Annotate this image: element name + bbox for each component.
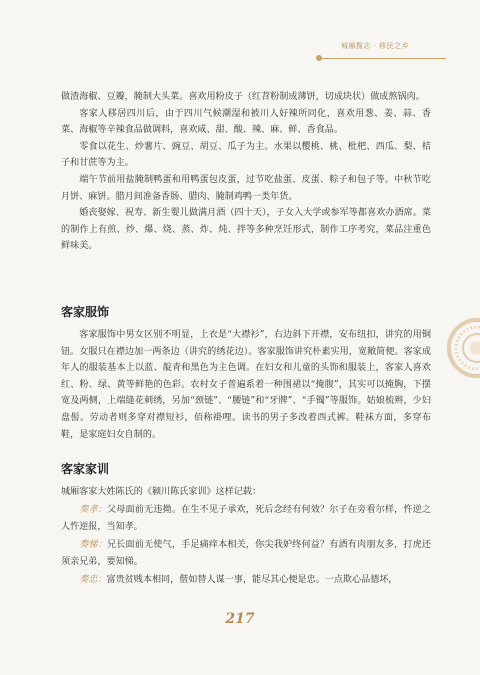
section-heading-family-rules: 客家家训 xyxy=(61,462,110,476)
rule-text: 富贵贫贱本相同，偕如替人谋一事，能尽其心便是忠。一点欺心品德坏， xyxy=(106,574,398,585)
paragraph: 客家服饰中男女区别不明显，上衣是“大襟衫”，右边斜下开襟，安布纽扣，讲究的用铜钮。女服只在襟边加一两条边（讲究的绣花边）。客家服饰讲究朴素实用，宽敞简便。客家成年人的服装基本上以蓝、靛青和黑色为主色调。在妇女和儿童的头饰和服装上，客家人喜欢红、粉、绿、黄等鲜艳的色彩。农村女子普遍系着一种围裙以“掩腹”，其实可以掩胸，下摆宽及两侧，上端缝花刺绣，另加“颈链”、“腰链”和“牙牌”、“手镯”等服饰。姑娘梳辫，少妇盘髻。劳动者则多穿对襟短衫，佰称褂哩。读书的男子多改着西式裤。鞋袜方面，多穿布鞋，是家庭妇女自制的。 xyxy=(61,330,431,440)
section-heading-clothing: 客家服饰 xyxy=(61,305,110,319)
rule-label: 奏悌： xyxy=(79,539,107,550)
rule-text: 兄长面前无使气，手足痛痒本相关，你尖我妒终何益？有酒有肉朋友多，打虎还须亲兄弟，要知悌。 xyxy=(61,539,431,568)
rule-item xyxy=(61,502,431,537)
clothing-section-body xyxy=(61,327,431,443)
header-rule xyxy=(318,58,446,59)
rule-label: 奏孝： xyxy=(79,504,107,515)
food-section-body xyxy=(61,89,431,255)
paragraph: 客家人移居四川后，由于四川气候潮湿和被川人好辣所同化，喜欢用葱、姜、蒜、香菜、海椒等辛辣食品做调料，喜欢咸、甜、酸、辣、麻、鲜、香食品。 xyxy=(61,108,431,136)
rule-label: 奏忠： xyxy=(79,574,107,585)
rule-text: 父母面前无违拗。在生不见子承欢，死后念经有何效？尔子在旁看尔样，忤逆之人忤逆报，当知孝。 xyxy=(61,504,431,533)
paragraph: 做渣海椒、豆瓣，腌制大头菜。喜欢用粉皮子（红苕粉制成薄饼，切成块状）做成熬锅肉。 xyxy=(61,92,425,102)
paragraph: 端午节前用盐腌制鸭蛋和用鸭蛋包皮蛋，过节吃盐蛋、皮蛋、粽子和包子等。中秋节吃月饼、麻饼。腊月间准备香肠、腊肉、腌制鸡鸭一类年货。 xyxy=(61,174,431,202)
intro-line: 城厢客家大姓陈氏的《颍川陈氏家训》这样记载： xyxy=(61,487,262,497)
rule-item xyxy=(61,572,431,590)
paragraph: 婚丧娶嫁、祝寿、新生婴儿做满月酒（四十天），子女入大学或参军等都喜欢办酒席。菜的制作上有煎、炒、爆、烧、蒸、炸、炖、拌等多种烹饪形式，制作工序考究，菜品注重色鲜味美。 xyxy=(61,208,431,252)
paragraph: 零食以花生、炒薯片、豌豆、胡豆、瓜子为主。水果以樱桃、桃、枇杷、西瓜、梨、桔子和甘蔗等为主。 xyxy=(61,141,431,169)
page-number: 217 xyxy=(225,611,255,627)
family-rules-body xyxy=(61,484,431,590)
running-header: 城厢揽志 · 移民之乡 xyxy=(341,42,410,50)
decorative-ring-ornament xyxy=(447,318,480,378)
rule-item xyxy=(61,537,431,572)
